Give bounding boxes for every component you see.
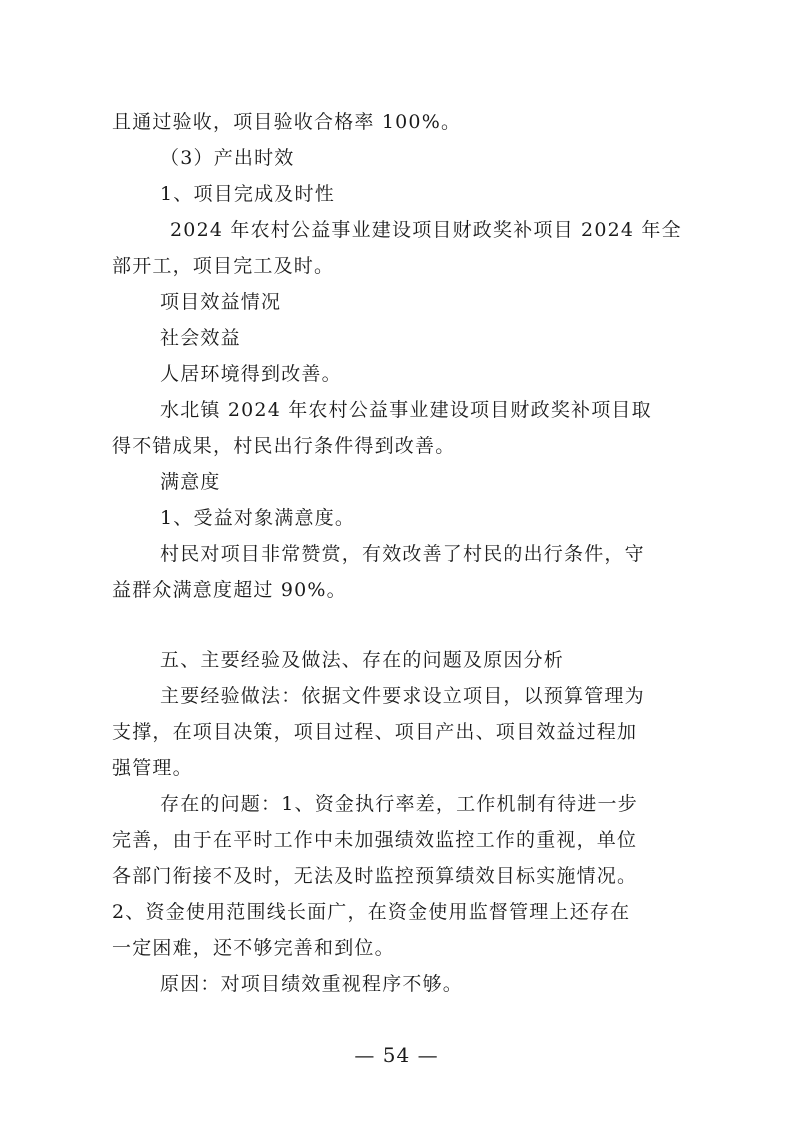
paragraph-line: 主要经验做法：依据文件要求设立项目，以预算管理为 [160,685,645,707]
paragraph-line: 益群众满意度超过 90%。 [112,579,347,601]
paragraph-line: 强管理。 [112,757,193,779]
section-heading: 项目效益情况 [160,291,282,313]
subsection-heading: 1、受益对象满意度。 [160,507,356,529]
section-heading: （3）产出时效 [160,147,295,169]
paragraph-line: 部开工，项目完工及时。 [112,255,335,277]
paragraph-line: 各部门衔接不及时，无法及时监控预算绩效目标实施情况。 [112,865,638,887]
paragraph-line: 完善，由于在平时工作中未加强绩效监控工作的重视，单位 [112,829,638,851]
paragraph-line: 原因：对项目绩效重视程序不够。 [160,973,464,995]
subsection-heading: 社会效益 [160,327,241,349]
paragraph-line: 人居环境得到改善。 [160,363,342,385]
paragraph-line: 存在的问题：1、资金执行率差，工作机制有待进一步 [160,793,638,815]
paragraph-line: 一定困难，还不够完善和到位。 [112,937,395,959]
paragraph-line: 村民对项目非常赞赏，有效改善了村民的出行条件，守 [160,543,645,565]
chapter-heading: 五、主要经验及做法、存在的问题及原因分析 [160,649,565,671]
paragraph-line: 水北镇 2024 年农村公益事业建设项目财政奖补项目取 [160,399,652,421]
paragraph-line: 2024 年农村公益事业建设项目财政奖补项目 2024 年全 [170,219,682,241]
page-number: — 54 — [354,1043,439,1067]
paragraph-line: 得不错成果，村民出行条件得到改善。 [112,435,456,457]
paragraph-line: 支撑，在项目决策，项目过程、项目产出、项目效益过程加 [112,721,638,743]
paragraph-line: 2、资金使用范围线长面广，在资金使用监督管理上还存在 [112,901,631,923]
subsection-heading: 1、项目完成及时性 [160,183,335,205]
section-heading: 满意度 [160,471,221,493]
paragraph-line: 且通过验收，项目验收合格率 100%。 [112,111,462,133]
